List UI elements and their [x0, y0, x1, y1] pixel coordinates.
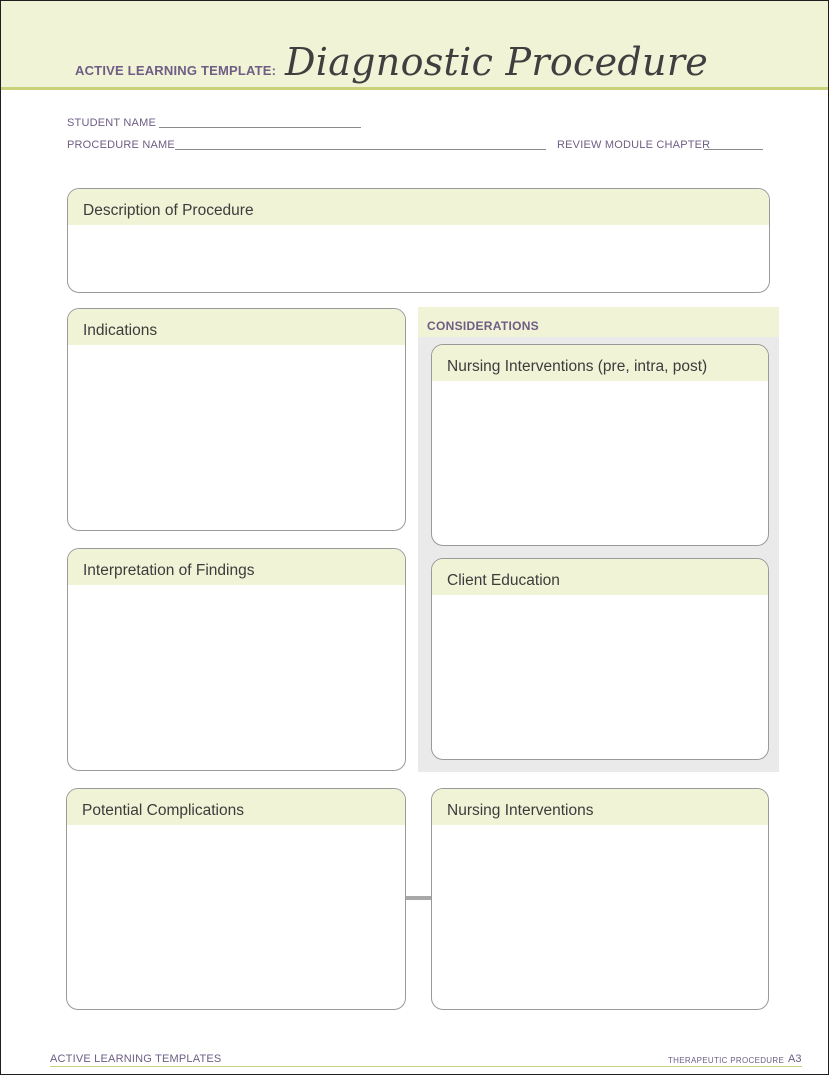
considerations-label: CONSIDERATIONS — [427, 319, 539, 333]
interpretation-box[interactable] — [67, 548, 406, 771]
header-prefix: ACTIVE LEARNING TEMPLATE: — [75, 63, 277, 78]
student-name-label: STUDENT NAME — [67, 117, 156, 129]
nursing-interventions-heading: Nursing Interventions — [432, 789, 768, 825]
footer-left-label: ACTIVE LEARNING TEMPLATES — [50, 1053, 222, 1065]
review-module-chapter-field[interactable] — [704, 149, 763, 150]
indications-box[interactable] — [67, 308, 406, 531]
potential-complications-heading: Potential Complications — [67, 789, 405, 825]
client-education-heading: Client Education — [432, 559, 768, 595]
description-heading: Description of Procedure — [68, 189, 769, 225]
potential-complications-box[interactable] — [66, 788, 406, 1010]
nursing-interventions-pre-heading: Nursing Interventions (pre, intra, post) — [432, 345, 768, 381]
footer-right-label: THERAPEUTIC PROCEDURE — [668, 1056, 785, 1065]
connector-bar — [406, 896, 431, 900]
page-number: A3 — [788, 1053, 802, 1065]
footer-rule — [50, 1066, 802, 1067]
nursing-interventions-pre-box[interactable] — [431, 344, 769, 546]
nursing-interventions-box[interactable] — [431, 788, 769, 1010]
procedure-name-field[interactable] — [175, 149, 546, 150]
client-education-box[interactable] — [431, 558, 769, 760]
description-box[interactable] — [67, 188, 770, 293]
student-name-field[interactable] — [159, 127, 361, 128]
procedure-name-label: PROCEDURE NAME — [67, 139, 175, 151]
indications-heading: Indications — [68, 309, 405, 345]
interpretation-heading: Interpretation of Findings — [68, 549, 405, 585]
review-module-chapter-label: REVIEW MODULE CHAPTER — [557, 139, 711, 151]
page-title: Diagnostic Procedure — [285, 40, 709, 84]
